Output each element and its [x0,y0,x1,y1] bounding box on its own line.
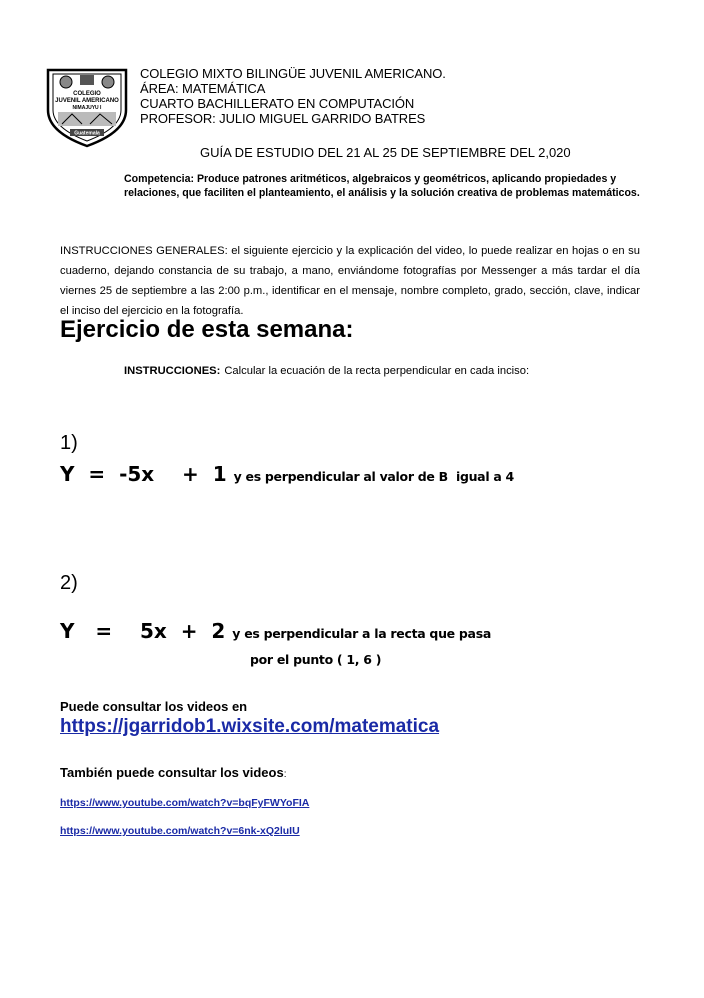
exercise-instructions [124,365,529,377]
wix-site-link[interactable]: https://jgarridob1.wixsite.com/matematica [60,716,440,737]
page-title: Ejercicio de esta semana: [60,316,354,343]
exercise-1-number: 1) [60,432,78,454]
instructions-text: Calcular la ecuación de la recta perpendicular en cada inciso: [224,365,530,377]
svg-text:COLEGIO: COLEGIO [73,91,101,97]
general-instructions: INSTRUCCIONES GENERALES: el siguiente ejercicio y la explicación del video, lo puede realizar en hojas o en su cuaderno, dejando constancia de su trabajo, a mano, enviándome fotografías por Messenger a más tardar el día viernes 25 de septiembre a las 2:00 p.m., identificar en el mensaje, nombre completo, grado, sección, clave, indicar el inciso del ejercicio en la fotografía. [60,245,640,317]
guide-title: GUÍA DE ESTUDIO DEL 21 AL 25 DE SEPTIEMBRE DEL 2,020 [200,145,571,160]
exercise-2-formula: Y = 5x + 2 [60,619,226,643]
teacher-line: PROFESOR: JULIO MIGUEL GARRIDO BATRES [140,111,426,126]
youtube-link-2[interactable]: https://www.youtube.com/watch?v=6nk-xQ2luIU [60,825,300,837]
instructions-label: INSTRUCCIONES: [124,365,221,377]
svg-text:NIMAJUYU I: NIMAJUYU I [72,105,102,111]
competencia-paragraph: Competencia: Produce patrones aritméticos, algebraicos y geométricos, aplicando propiedades y relaciones, que faciliten el planteamiento, el análisis y la solución creativa de problemas matemáticos. [124,173,640,199]
school-crest-logo [42,66,132,148]
also-consult-label [60,765,286,780]
exercise-2-condition: y es perpendicular a la recta que pasa [232,626,491,641]
youtube-link-1[interactable]: https://www.youtube.com/watch?v=bqFyFWYoFIA [60,797,310,809]
also-consult-colon: : [283,769,287,780]
svg-text:JUVENIL AMERICANO: JUVENIL AMERICANO [55,98,119,104]
also-consult-text: También puede consultar los videos [60,765,284,780]
exercise-1-formula: Y = -5x + 1 [60,462,227,486]
exercise-2-point: por el punto ( 1, 6 ) [250,652,382,667]
exercise-1-equation [60,462,514,486]
grade-line: CUARTO BACHILLERATO EN COMPUTACIÓN [140,96,415,111]
svg-text:Guatemala: Guatemala [74,130,100,137]
school-name: COLEGIO MIXTO BILINGÜE JUVENIL AMERICANO. [140,66,446,81]
exercise-1-condition: y es perpendicular al valor de B igual a 4 [233,469,514,484]
exercise-2-equation [60,619,491,643]
exercise-2-number: 2) [60,572,78,594]
area-line: ÁREA: MATEMÁTICA [140,81,266,96]
consult-label: Puede consultar los videos en [60,699,248,714]
